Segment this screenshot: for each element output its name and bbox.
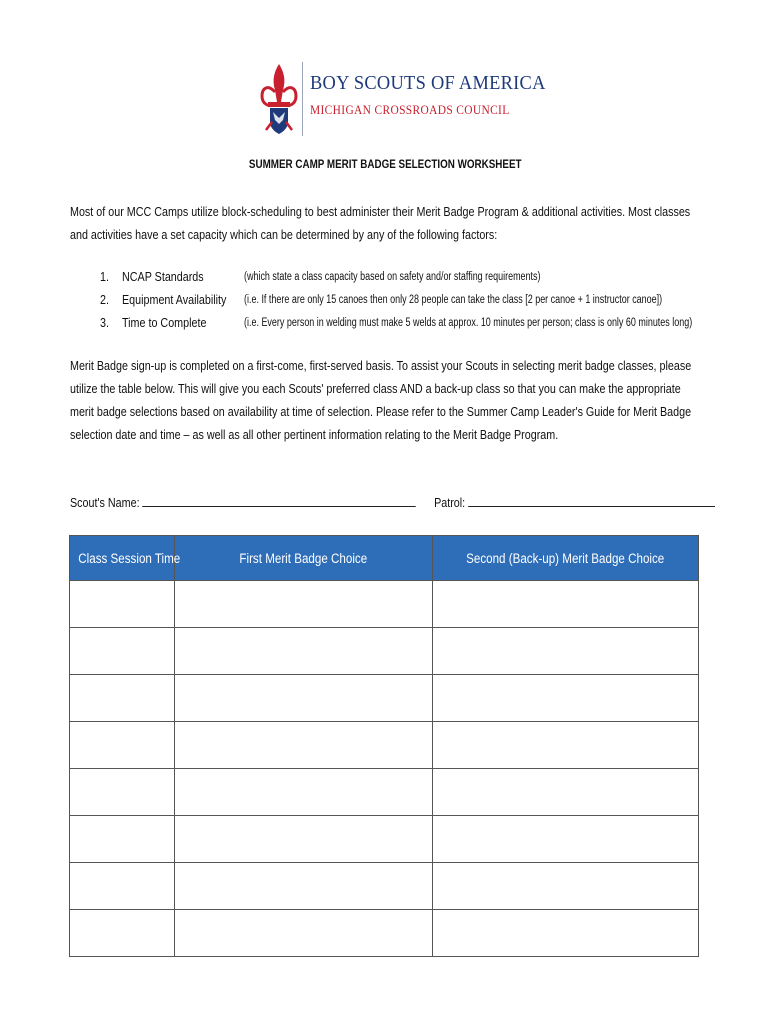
table-row [70,863,699,910]
first-choice-cell[interactable] [175,675,433,722]
org-name: BOY SCOUTS OF AMERICA [310,72,546,94]
table-row [70,722,699,769]
session-time-cell[interactable] [70,863,175,910]
first-choice-cell[interactable] [175,769,433,816]
table-row [70,910,699,957]
session-time-cell[interactable] [70,722,175,769]
scout-name-field[interactable] [143,494,416,507]
merit-badge-table [69,535,699,957]
first-choice-cell[interactable] [175,910,433,957]
list-item-name: Time to Complete [122,316,207,330]
first-choice-cell[interactable] [175,816,433,863]
page-title-text: SUMMER CAMP MERIT BADGE SELECTION WORKSHEET [248,157,522,171]
table-row [70,581,699,628]
second-choice-cell[interactable] [433,910,699,957]
column-header-first-choice: First Merit Badge Choice [175,536,433,581]
list-item-name: NCAP Standards [122,270,204,284]
second-choice-cell[interactable] [433,863,699,910]
list-item-description: (i.e. Every person in welding must make 5 welds at approx. 10 minutes per person; class is only 60 minutes long) [244,317,693,329]
list-item [100,289,720,312]
signup-paragraph: Merit Badge sign-up is completed on a first-come, first-served basis. To assist your Scouts in selecting merit badge classes, please utilize the table below. This will give you each Scouts' preferred class AND a back-up class so that you can make the appropriate merit badge selections based on availability at time of selection. Please refer to the Summer Camp Leader's Guide for Merit Badge selection date and time – as well as all other pertinent information relating to the Merit Badge Program. [70,359,692,442]
patrol-field[interactable] [468,494,715,507]
second-choice-cell[interactable] [433,722,699,769]
bsa-logo [258,58,546,142]
table-row [70,675,699,722]
second-choice-cell[interactable] [433,628,699,675]
table-header-row [70,536,699,581]
table-row [70,628,699,675]
second-choice-cell[interactable] [433,675,699,722]
page-title [0,157,770,171]
intro-paragraph: Most of our MCC Camps utilize block-scheduling to best administer their Merit Badge Program & additional activities. Most classes and activities have a set capacity which can be determined by any of the following factors: [70,205,691,242]
session-time-cell[interactable] [70,581,175,628]
session-time-cell[interactable] [70,628,175,675]
session-time-cell[interactable] [70,910,175,957]
session-time-cell[interactable] [70,816,175,863]
second-choice-cell[interactable] [433,816,699,863]
scout-info-line [70,494,672,510]
list-item-number: 1. [100,270,109,284]
first-choice-cell[interactable] [175,863,433,910]
table-row [70,816,699,863]
patrol-label: Patrol: [434,496,466,510]
fleur-de-lis-icon [260,62,298,138]
session-time-cell[interactable] [70,769,175,816]
scout-name-label: Scout's Name: [70,496,140,510]
first-choice-cell[interactable] [175,581,433,628]
table-row [70,769,699,816]
list-item-description: (which state a class capacity based on safety and/or staffing requirements) [244,271,541,283]
list-item-number: 2. [100,293,109,307]
column-header-session-time: Class Session Time [70,536,175,581]
first-choice-cell[interactable] [175,628,433,675]
session-time-cell[interactable] [70,675,175,722]
list-item-name: Equipment Availability [122,293,227,307]
capacity-factors-list [100,266,720,335]
second-choice-cell[interactable] [433,769,699,816]
column-header-second-choice: Second (Back-up) Merit Badge Choice [433,536,699,581]
list-item [100,266,720,289]
logo-divider [302,62,303,136]
second-choice-cell[interactable] [433,581,699,628]
council-name: MICHIGAN CROSSROADS COUNCIL [310,102,510,117]
list-item-description: (i.e. If there are only 15 canoes then only 28 people can take the class [2 per canoe + 1 instructor canoe]) [244,294,663,306]
list-item [100,312,720,335]
first-choice-cell[interactable] [175,722,433,769]
list-item-number: 3. [100,316,109,330]
